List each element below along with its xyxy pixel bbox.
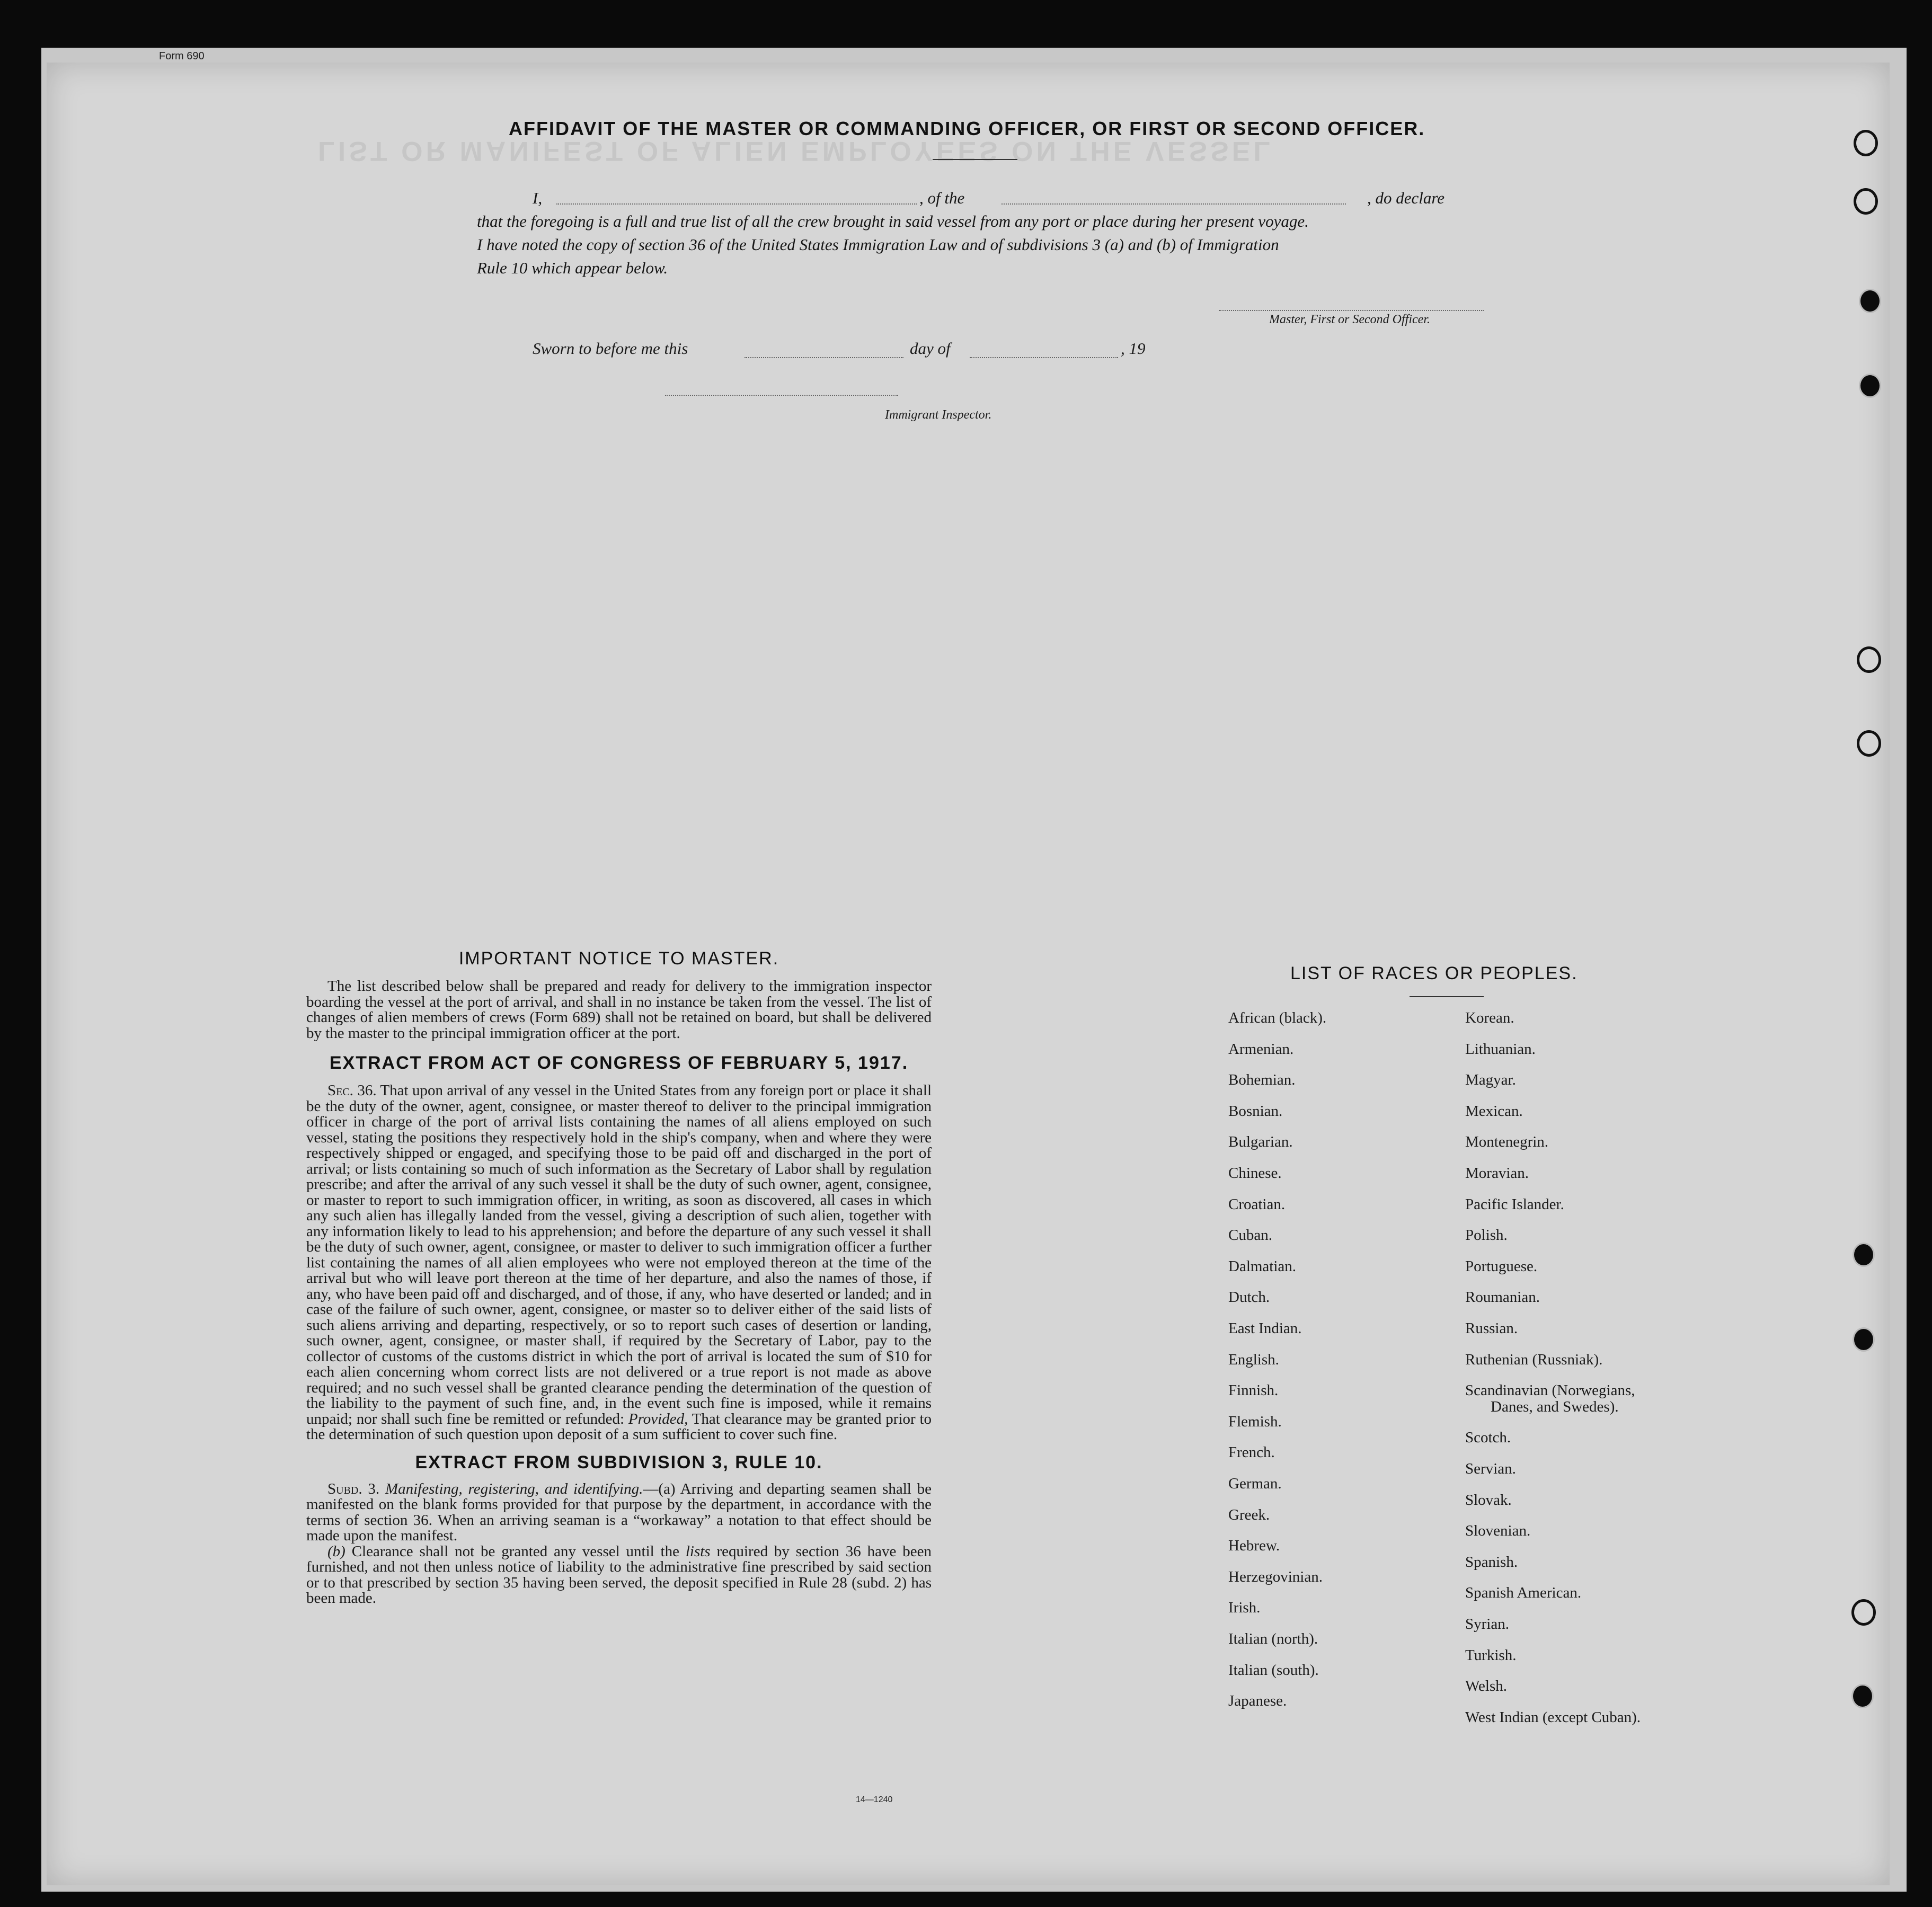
race-item: Finnish. [1228, 1382, 1279, 1399]
race-item: Bulgarian. [1228, 1133, 1293, 1151]
para-a-text: Arriving and departing seamen shall be manifested on the blank forms provided for that purpose by the department, in accordance with the terms of section 36. When an arriving seaman is a “workaway” a notation to that effect should be made upon the manifest. [306, 1480, 932, 1544]
affidavit-of-the: , of the [919, 189, 965, 207]
section-36-text: That upon arrival of any vessel in the United States from any foreign port or place it shall be the duty of the owner, agent, consignee, or master thereof to deliver to the principal immigration officer in charge of the port of arrival lists containing the names of all aliens employed on such vessel, stating the positions they respectively hold in the ship's company, when and where they were respectively shipped or engaged, and specifying those to be paid off and discharged in the port of arrival; or lists containing so much of such information as the Secretary of Labor shall by regulation prescribe; and after the arrival of any such vessel it shall be the duty of such owner, agent, consignee, or master to report to such immigration officer, in writing, as soon as discovered, all cases in which any such alien has illegally landed from the vessel, giving a description of such alien, together with any information likely to lead to his apprehension; and before the departure of any such vessel it shall be the duty of such owner, agent, consignee, or master to deliver to such immigration officer a further list containing the names of all alien employees who were not employed thereon at the time of the arrival but who will leave port thereon at the time of her departure, and also the names of those, if any, who have been paid off and discharged, and of those, if any, who have deserted or landed; and in case of the failure of such owner, agent, consignee, or master so to deliver either of the said lists of such aliens arriving and departing, respectively, or so to report such cases of desertion or landing, such owner, agent, consignee, or master shall, if required by the Secretary of Labor, pay to the collector of customs of the customs district in which the port of arrival is located the sum of $10 for each alien concerning whom correct lists are not delivered or a true report is not made as above required; and no such vessel shall be granted clearance pending the determination of the question of the liability to the payment of such fine, and, in the event such fine is imposed, while it remains unpaid; nor shall such fine be remitted or refunded: [306, 1082, 932, 1427]
race-item: Turkish. [1465, 1646, 1517, 1664]
race-item: Lithuanian. [1465, 1040, 1536, 1058]
race-item: Portuguese. [1465, 1257, 1538, 1275]
race-item: Polish. [1465, 1227, 1508, 1244]
race-item: Welsh. [1465, 1678, 1508, 1695]
race-item: Bohemian. [1228, 1071, 1296, 1089]
race-item: Roumanian. [1465, 1289, 1540, 1306]
punch-hole [1857, 646, 1881, 673]
race-item: Flemish. [1228, 1413, 1282, 1430]
race-item: Dutch. [1228, 1289, 1270, 1306]
affidavit-line-1 [477, 187, 1505, 210]
section-label: Sec. 36. [327, 1082, 377, 1099]
race-item: Japanese. [1228, 1692, 1287, 1710]
affidavit-line-3: I have noted the copy of section 36 of the United States Immigration Law and of subdivisions 3 (a) and (b) of Immigration [477, 235, 1279, 254]
affidavit-line-2: that the foregoing is a full and true list of all the crew brought in said vessel from any port or place during her present voyage. [477, 212, 1309, 230]
punch-hole [1854, 188, 1878, 215]
inspector-caption: Immigrant Inspector. [885, 408, 992, 422]
race-item: Servian. [1465, 1460, 1516, 1477]
race-item: Croatian. [1228, 1195, 1286, 1213]
title-rule [933, 159, 1017, 160]
race-item: French. [1228, 1444, 1275, 1461]
race-item: Bosnian. [1228, 1102, 1283, 1120]
punch-hole [1853, 1243, 1875, 1267]
race-item: East Indian. [1228, 1320, 1302, 1337]
punch-hole [1859, 289, 1881, 313]
inspector-blank[interactable] [665, 395, 898, 396]
punch-hole [1859, 374, 1881, 398]
punch-hole [1851, 1599, 1876, 1626]
notice-text: The list described below shall be prepared and ready for delivery to the immigration inspector boarding the vessel at the port of arrival, and shall in no instance be taken from the vessel. The list of changes of alien members of crews (Form 689) shall not be retained on board, but shall be delivered by the master to the principal immigration officer at the port. [306, 978, 932, 1042]
race-item: Russian. [1465, 1320, 1518, 1337]
race-item: Magyar. [1465, 1071, 1516, 1089]
races-title: LIST OF RACES OR PEOPLES. [1290, 963, 1578, 983]
act-extract-text [306, 1083, 932, 1443]
race-item: Scotch. [1465, 1429, 1511, 1447]
race-item: Armenian. [1228, 1040, 1294, 1058]
races-rule [1410, 996, 1484, 997]
subd-heading: Manifesting, registering, and identifying. [385, 1480, 643, 1497]
race-item: West Indian (except Cuban). [1465, 1708, 1641, 1726]
race-item: Pacific Islander. [1465, 1195, 1564, 1213]
para-b-lists: lists [685, 1542, 711, 1560]
name-blank[interactable] [556, 203, 917, 205]
race-item: Dalmatian. [1228, 1257, 1297, 1275]
affidavit-i: I, [533, 189, 543, 207]
race-item: Greek. [1228, 1506, 1270, 1523]
vessel-blank[interactable] [1002, 203, 1346, 205]
sworn-year: , 19 [1121, 339, 1146, 358]
punch-hole [1854, 130, 1878, 156]
punch-hole [1857, 730, 1881, 757]
affidavit-line-4: Rule 10 which appear below. [477, 259, 668, 277]
race-item: African (black). [1228, 1009, 1327, 1026]
notices-column [306, 948, 932, 1607]
act-extract-title: EXTRACT FROM ACT OF CONGRESS OF FEBRUARY 5, 1917. [329, 1053, 909, 1073]
race-item: Spanish. [1465, 1553, 1518, 1571]
para-b-marker: (b) [327, 1542, 345, 1560]
punch-hole [1853, 1327, 1875, 1352]
race-item: Slovenian. [1465, 1522, 1531, 1540]
race-item: Mexican. [1465, 1102, 1523, 1120]
para-b-text-2: required by section 36 have been furnished, and not then unless notice of liability to the administrative fine prescribed by said section or to that prescribed by section 35 having been served, the deposit specified in Rule 28 (subd. 2) has been made. [306, 1542, 932, 1607]
affidavit-title: AFFIDAVIT OF THE MASTER OR COMMANDING OFFICER, OR FIRST OR SECOND OFFICER. [509, 118, 1425, 139]
sworn-day-of: day of [910, 339, 951, 358]
punch-hole [1851, 1684, 1874, 1708]
race-item: Slovak. [1465, 1491, 1512, 1509]
subd-label: Subd. 3. [327, 1480, 380, 1497]
affidavit-do-declare: , do declare [1367, 189, 1445, 207]
race-item: Korean. [1465, 1009, 1514, 1026]
race-item: Irish. [1228, 1599, 1261, 1617]
rule-para-b [306, 1544, 932, 1607]
race-item: Syrian. [1465, 1616, 1509, 1633]
race-item: Moravian. [1465, 1165, 1529, 1182]
race-item: Italian (north). [1228, 1630, 1318, 1647]
rule-para-a [306, 1482, 932, 1544]
sworn-month-blank[interactable] [970, 357, 1118, 358]
sworn-prefix: Sworn to before me this [533, 339, 688, 358]
race-item: Danes, and Swedes). [1491, 1398, 1619, 1415]
race-item: Chinese. [1228, 1165, 1282, 1182]
bleed-through-text: LIST OR MANIFEST OF ALIEN EMPLOYEES ON THE VESSEL [318, 136, 1274, 166]
race-item: Italian (south). [1228, 1661, 1319, 1679]
signature-blank[interactable] [1219, 310, 1484, 311]
notice-title: IMPORTANT NOTICE TO MASTER. [458, 948, 779, 969]
race-item: Spanish American. [1465, 1584, 1582, 1602]
race-item: Herzegovinian. [1228, 1568, 1323, 1585]
race-item: Hebrew. [1228, 1537, 1280, 1555]
affidavit-body [477, 187, 1505, 280]
race-item: Cuban. [1228, 1227, 1272, 1244]
sworn-day-blank[interactable] [745, 357, 903, 358]
race-item: Scandinavian (Norwegians, [1465, 1382, 1635, 1399]
section-36-text-end: That clearance may be granted prior to the determination of such question upon deposit of a sum sufficient to cover such fine. [306, 1410, 932, 1443]
para-b-text-1: Clearance shall not be granted any vessel until the [351, 1542, 679, 1560]
form-number: Form 690 [159, 50, 205, 62]
race-item: German. [1228, 1475, 1282, 1492]
signature-caption: Master, First or Second Officer. [1269, 313, 1430, 326]
race-item: English. [1228, 1351, 1279, 1368]
para-a-marker: —(a) [643, 1480, 676, 1497]
provided-word: Provided, [628, 1410, 688, 1427]
race-item: Ruthenian (Russniak). [1465, 1351, 1603, 1368]
footer-code: 14—1240 [856, 1795, 893, 1804]
rule-extract-title: EXTRACT FROM SUBDIVISION 3, RULE 10. [415, 1452, 823, 1473]
race-item: Montenegrin. [1465, 1133, 1549, 1151]
